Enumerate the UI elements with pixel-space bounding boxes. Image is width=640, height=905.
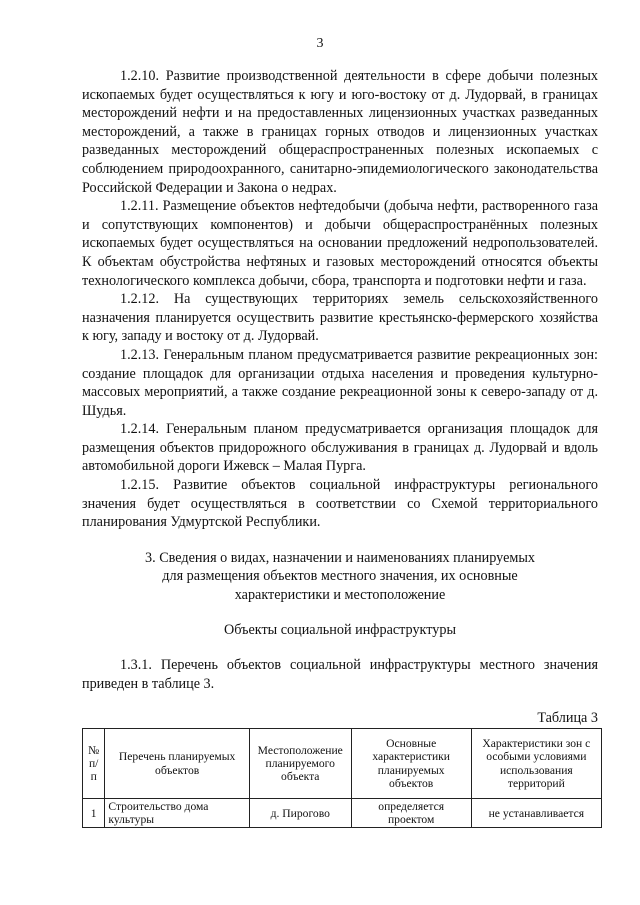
paragraph-1-2-14: 1.2.14. Генеральным планом предусматривается организация площадок для размещения объектов придорожного обслуживания в границах д. Лудорвай и вдоль автомобильной дороги Ижевск – Малая Пурга. xyxy=(82,421,598,475)
header-characteristics: Основные характеристики планируемых объектов xyxy=(351,729,471,799)
table-caption: Таблица 3 xyxy=(537,710,598,727)
paragraph-1-2-15: 1.2.15. Развитие объектов социальной инфраструктуры регионального значения будет осуществляться в соответствии со Схемой территориального планирования Удмуртской Республики. xyxy=(82,477,598,531)
section-heading-line-3: характеристики и местоположение xyxy=(234,587,446,604)
objects-table xyxy=(82,728,602,828)
cell-characteristics: определяется проектом xyxy=(351,799,471,828)
table-row xyxy=(83,799,602,828)
subheading: Объекты социальной инфраструктуры xyxy=(224,621,456,638)
cell-number: 1 xyxy=(83,799,105,828)
paragraph-1-2-12: 1.2.12. На существующих территориях земель сельскохозяйственного назначения планируется осуществить развитие крестьянско-фермерского хозяйства к югу, западу и востоку от д. Лудорвай. xyxy=(82,291,598,345)
cell-object: Строительство дома культуры xyxy=(105,799,250,828)
document-body xyxy=(82,67,598,828)
header-location: Местоположение планируемого объекта xyxy=(249,729,351,799)
header-objects-list: Перечень планируемых объектов xyxy=(105,729,250,799)
paragraph-1-3-1: 1.3.1. Перечень объектов социальной инфраструктуры местного значения приведен в таблице 3. xyxy=(82,657,598,692)
paragraph-1-2-11: 1.2.11. Размещение объектов нефтедобычи (добыча нефти, растворенного газа и сопутствующих компонентов) и добычи общераспространённых полезных ископаемых будет осуществляться на основании предложений недропользователей. К объектам обустройства нефтяных и газовых месторождений относятся объекты технологического комплекса добычи, сбора, транспорта и подготовки нефти и газа. xyxy=(82,198,598,289)
section-heading-line-2: для размещения объектов местного значения, их основные xyxy=(162,568,518,585)
cell-special-zones: не устанавливается xyxy=(471,799,601,828)
table-header-row xyxy=(83,729,602,799)
header-special-zones: Характеристики зон с особыми условиями использования территорий xyxy=(471,729,601,799)
cell-location: д. Пирогово xyxy=(249,799,351,828)
header-number: № п/п xyxy=(83,729,105,799)
page-number: 3 xyxy=(316,36,324,51)
paragraph-1-2-13: 1.2.13. Генеральным планом предусматривается развитие рекреационных зон: создание площадок для организации отдыха населения и проведения культурно-массовых мероприятий, а также создание рекреационной зоны к северо-западу от д. Шудья. xyxy=(82,346,598,419)
paragraph-1-2-10: 1.2.10. Развитие производственной деятельности в сфере добычи полезных ископаемых будет осуществляться к югу и юго-востоку от д. Лудорвай, в границах месторождений нефти и на предоставленных лицензионных участках разведанных месторождений, а также в границах горных отводов и лицензионных участках разведанных месторождений общераспространенных полезных ископаемых с соблюдением природоохранного, санитарно-эпидемиологического законодательства Российской Федерации и Закона о недрах. xyxy=(82,68,598,196)
section-heading-line-1: 3. Сведения о видах, назначении и наименованиях планируемых xyxy=(145,549,535,566)
